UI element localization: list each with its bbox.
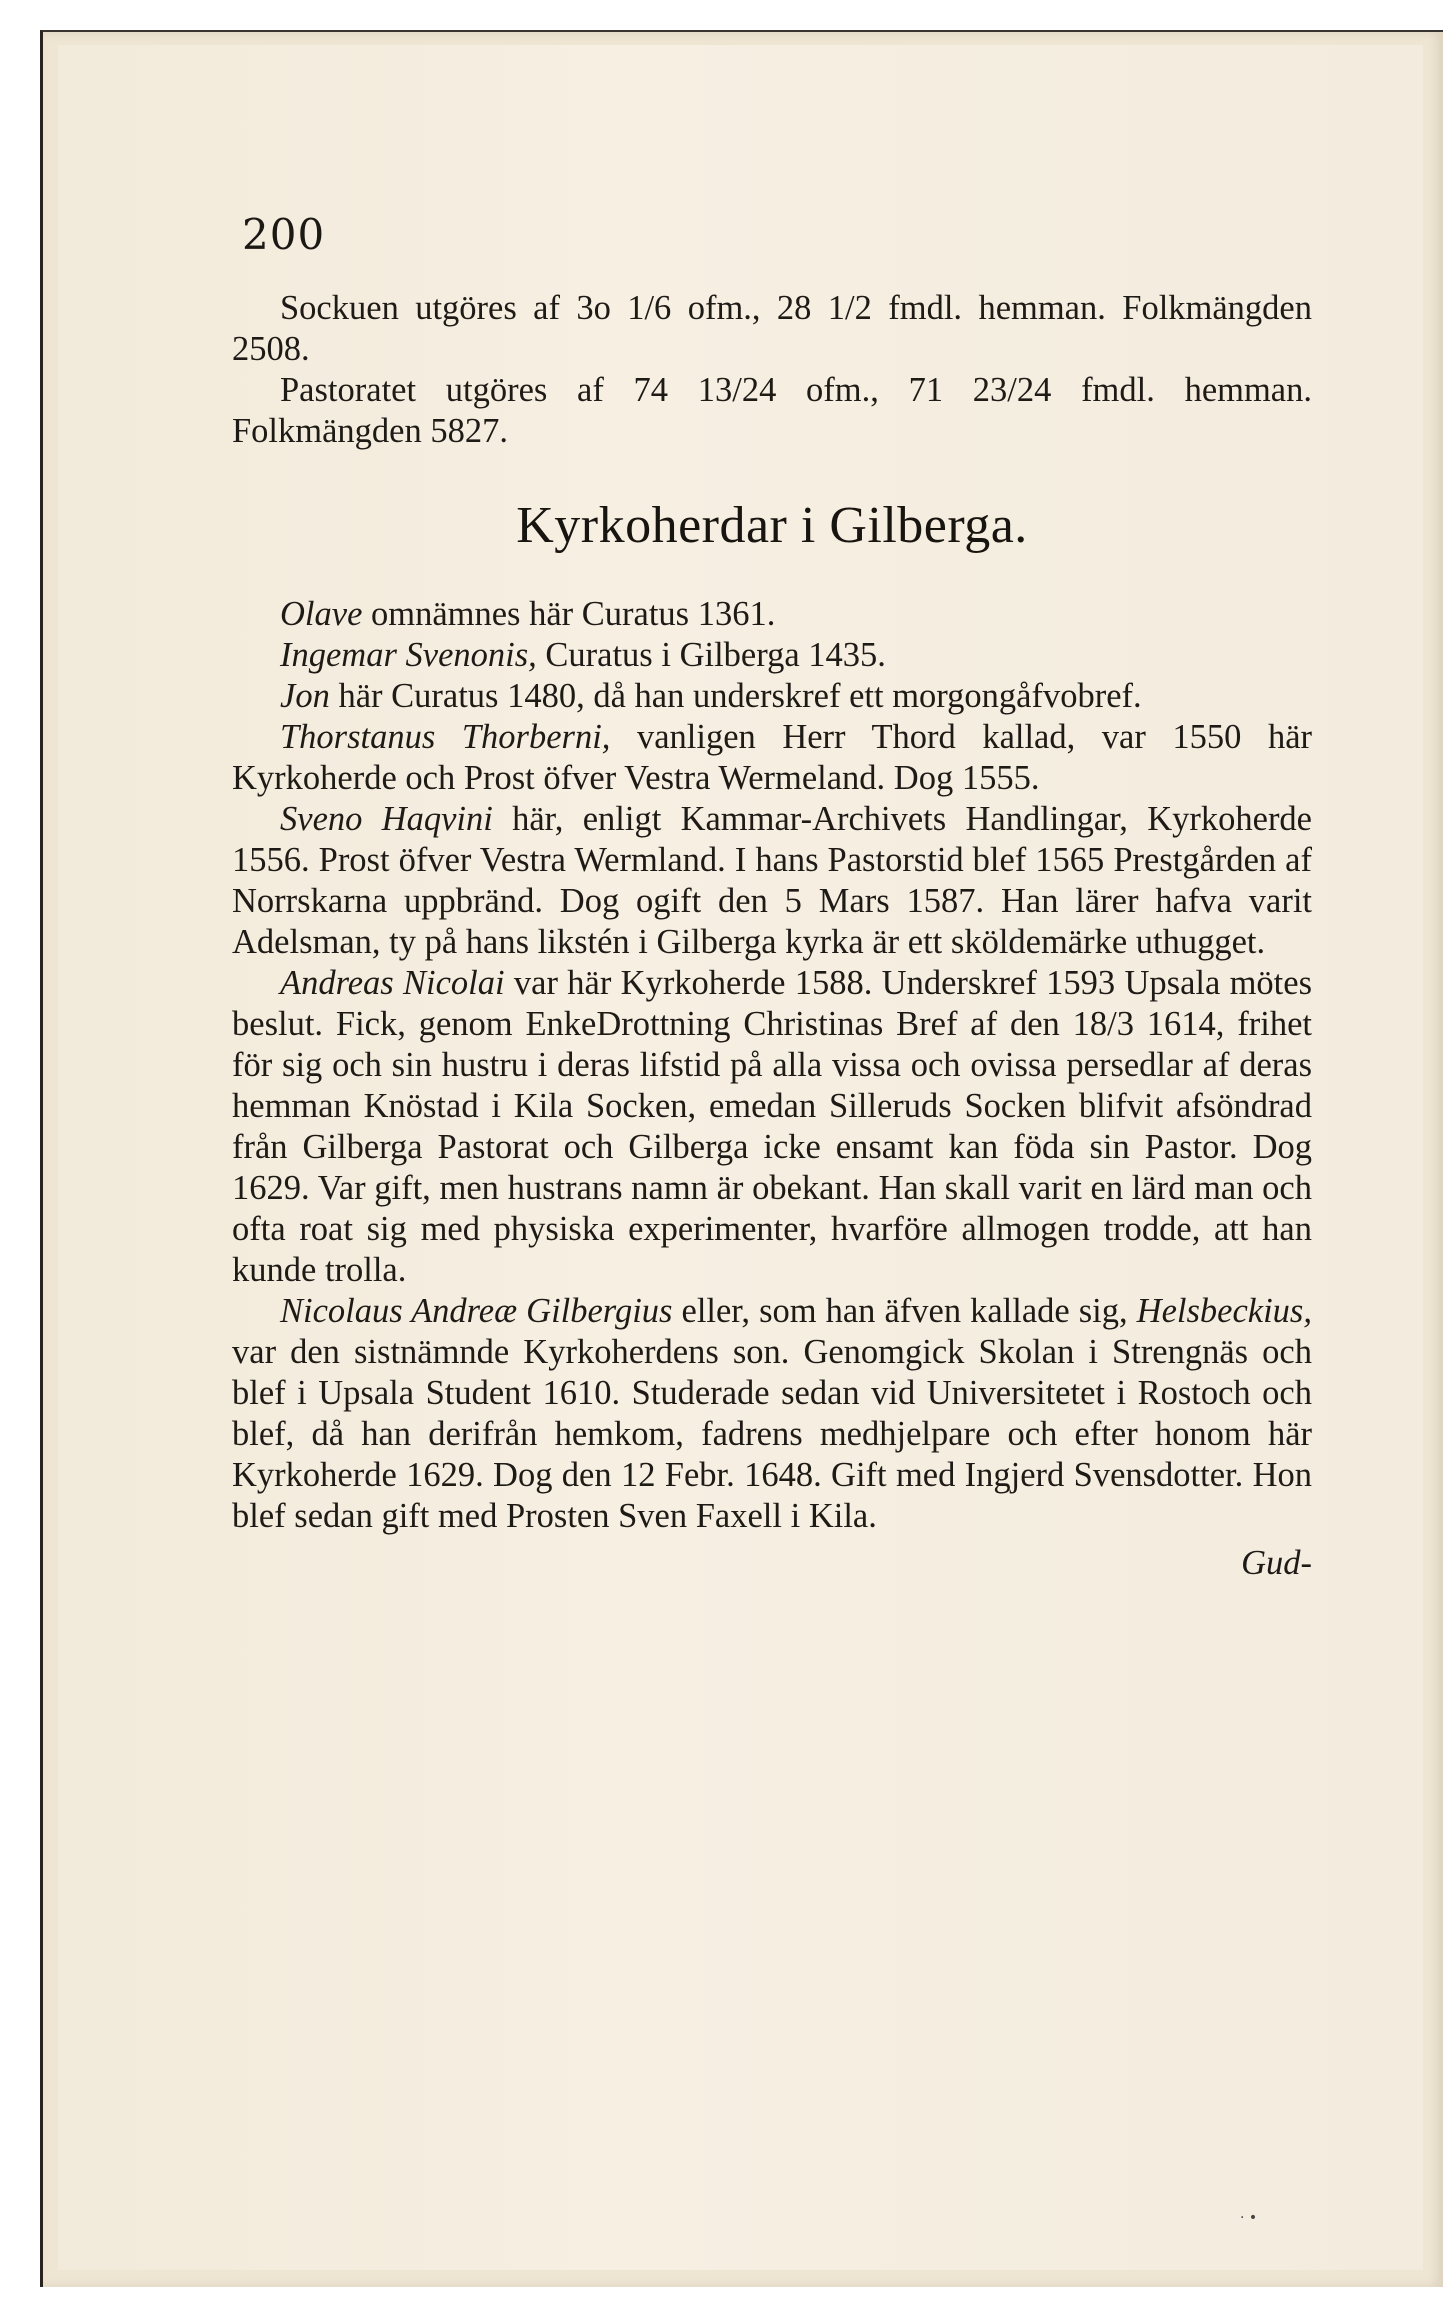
page-body: [232, 288, 1312, 1584]
entry-sveno: [232, 799, 1312, 963]
entry-name: Nicolaus Andreæ Gilbergius: [280, 1292, 673, 1330]
entry-text: här Curatus 1480, då han underskref ett morgongåfvobref.: [329, 677, 1142, 715]
catchword: Gud-: [1241, 1544, 1312, 1582]
paper-speck: · •: [1240, 2210, 1258, 2226]
entry-alt-name: Helsbeckius,: [1136, 1292, 1312, 1330]
entry-text: vanligen Herr Thord kallad, var 1550 här Kyrkoherde och Prost öfver Vestra Wermeland. Dog 1555.: [232, 718, 1312, 797]
page-number: 200: [242, 210, 326, 259]
entry-name: Andreas Nicolai: [280, 964, 505, 1002]
entry-text-continued: var den sistnämnde Kyrkoherdens son. Genomgick Skolan i Strengnäs och blef i Upsala Student 1610. Studerade sedan vid Universitetet i Rostoch och blef, då han derifrån hemkom, fadrens medhjelpare och efter honom här Kyrkoherde 1629. Dog den 12 Febr. 1648. Gift med Ingjerd Svensdotter. Hon blef sedan gift med Prosten Sven Faxell i Kila.: [232, 1333, 1312, 1535]
entry-jon: [232, 676, 1312, 717]
entry-text: var här Kyrkoherde 1588. Underskref 1593 Upsala mötes beslut. Fick, genom EnkeDrottning Christinas Bref af den 18/3 1614, frihet för sig och sin hustru i deras lifstid på alla vissa och ovissa persedlar af deras hemman Knöstad i Kila Socken, emedan Silleruds Socken blifvit afsöndrad från Gilberga Pastorat och Gilberga icke ensamt kan föda sin Pastor. Dog 1629. Var gift, men hustrans namn är obekant. Han skall varit en lärd man och ofta roat sig med physiska experimenter, hvarföre allmogen trodde, att han kunde trolla.: [232, 964, 1312, 1289]
entry-olave: [232, 594, 1312, 635]
entry-nicolaus: [232, 1291, 1312, 1537]
entry-name: Olave: [280, 595, 363, 633]
entry-name: Jon: [280, 677, 330, 715]
entry-name: Sveno Haqvini: [280, 800, 493, 838]
entry-name: Thorstanus Thorberni,: [280, 718, 611, 756]
section-heading: Kyrkoherdar i Gilberga.: [516, 497, 1028, 554]
entry-text: omnämnes här Curatus 1361.: [362, 595, 776, 633]
intro-paragraph-2: Pastoratet utgöres af 74 13/24 ofm., 71 23/24 fmdl. hemman. Folkmängden 5827.: [232, 371, 1312, 450]
entry-text: här, enligt Kammar-Archivets Handlingar, Kyrkoherde 1556. Prost öfver Vestra Wermland. I hans Pastorstid blef 1565 Prestgården af Norrskarna uppbränd. Dog ogift den 5 Mars 1587. Han lärer hafva varit Adelsman, ty på hans likstén i Gilberga kyrka är ett sköldemärke uthugget.: [232, 800, 1312, 961]
intro-paragraph-1: Sockuen utgöres af 3o 1/6 ofm., 28 1/2 fmdl. hemman. Folkmängden 2508.: [232, 289, 1312, 368]
entry-andreas: [232, 963, 1312, 1291]
entry-text: eller, som han äfven kallade sig,: [672, 1292, 1137, 1330]
entry-thorstanus: [232, 717, 1312, 799]
entry-text: Curatus i Gilberga 1435.: [536, 636, 886, 674]
entry-name: Ingemar Svenonis,: [280, 636, 537, 674]
entry-ingemar: [232, 635, 1312, 676]
